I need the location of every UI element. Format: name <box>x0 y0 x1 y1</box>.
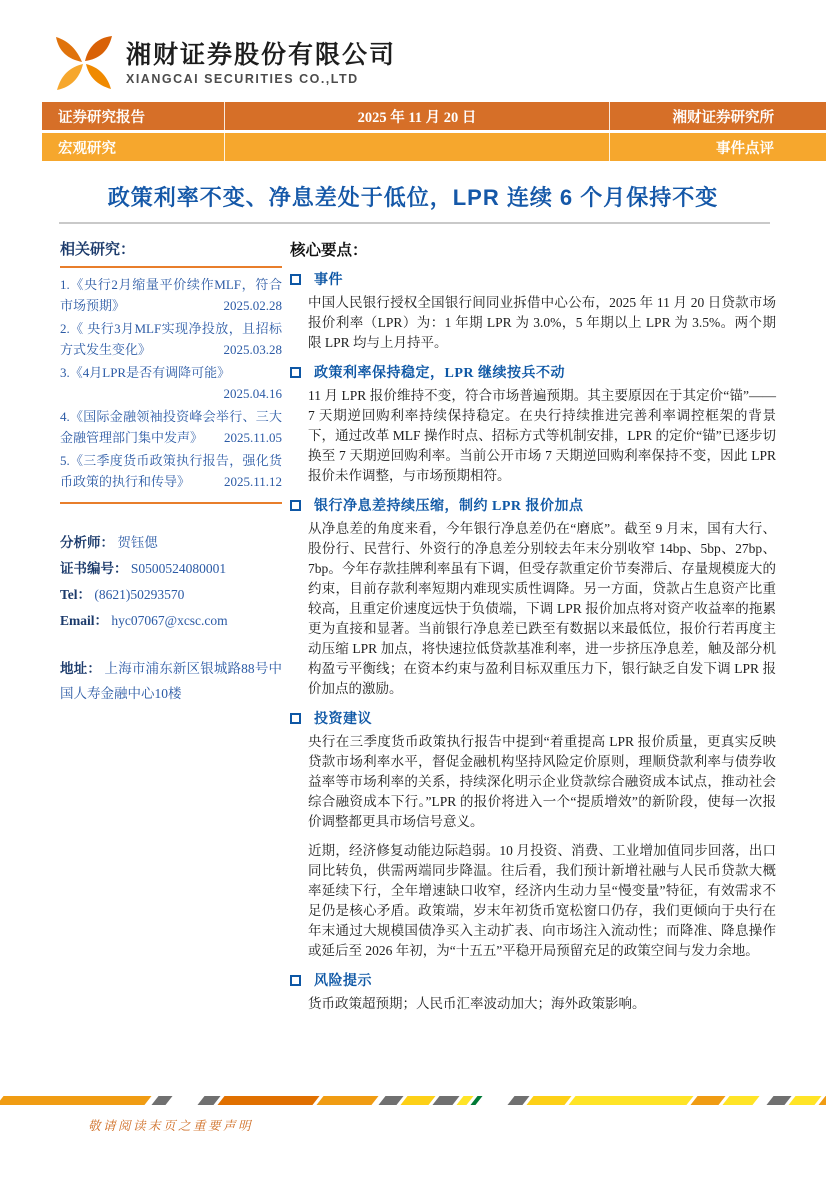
related-research-item <box>60 274 282 316</box>
square-bullet-icon <box>290 713 301 724</box>
page-footer <box>0 1096 826 1134</box>
related-item-date: 2025.03.28 <box>223 342 282 357</box>
disclaimer-text: 敬请阅读末页之重要声明 <box>88 1119 254 1133</box>
sidebar-divider-bottom <box>60 502 282 504</box>
related-research-heading: 相关研究： <box>60 241 136 258</box>
report-type-label: 证券研究报告 <box>42 102 225 130</box>
email-line <box>60 608 282 634</box>
header-bar-spacer <box>225 133 610 161</box>
sidebar-divider-top <box>60 266 282 268</box>
address-text: 上海市浦东新区银城路88号中国人寿金融中心10楼 <box>60 661 283 701</box>
related-item-text: 4.《国际金融领袖投资峰会举行、三大金融管理部门集中发声》 <box>60 409 282 445</box>
email-link[interactable]: hyc07067@xcsc.com <box>111 613 228 628</box>
main-content <box>290 238 776 1023</box>
section-title: 投资建议 <box>314 712 372 727</box>
institute-label: 湘财证券研究所 <box>672 109 774 126</box>
related-item-text: 3.《4月LPR是否有调降可能》 <box>60 365 231 380</box>
cert-line <box>60 556 282 582</box>
company-name-cn: 湘财证券股份有限公司 <box>126 40 397 69</box>
section-heading <box>290 495 776 515</box>
footer-stripe-decoration <box>0 1096 826 1105</box>
sidebar <box>60 238 282 1023</box>
section-paragraph: 11 月 LPR 报价维持不变，符合市场普遍预期。其主要原因在于其定价“锚”——7 天期逆回购利率持续保持稳定。在央行持续推进完善利率调控框架的背景下，通过改革 MLF 操作时点、招标方式等机制安排，LPR 的定价“锚”已逐步切换至 7 天期逆回购利率。当前公开市场 7 天期逆回购利率保持不变，因此 LPR 报价未作调整，与市场预期相符。 <box>308 388 776 483</box>
content-columns <box>60 238 776 1023</box>
cert-label: 证书编号： <box>60 561 128 576</box>
section-title: 风险提示 <box>314 974 372 989</box>
header-bar-primary <box>42 102 826 130</box>
square-bullet-icon <box>290 367 301 378</box>
related-research-item <box>60 362 282 404</box>
section-title: 银行净息差持续压缩，制约 LPR 报价加点 <box>314 499 584 514</box>
section-paragraph: 货币政策超预期；人民币汇率波动加大；海外政策影响。 <box>308 996 646 1011</box>
tel-line <box>60 582 282 608</box>
core-points-heading: 核心要点： <box>290 242 368 259</box>
section-event <box>290 269 776 353</box>
related-item-date: 2025.11.05 <box>223 430 282 445</box>
header-bar-secondary <box>42 133 826 161</box>
title-divider <box>59 222 770 224</box>
related-item-date: 2025.02.28 <box>223 298 282 313</box>
section-heading <box>290 708 776 728</box>
square-bullet-icon <box>290 975 301 986</box>
tel-label: Tel： <box>60 587 92 602</box>
section-paragraph: 近期，经济修复动能边际趋弱。10 月投资、消费、工业增加值同步回落，出口同比转负，供需两端同步降温。往后看，我们预计新增社融与人民币贷款大概率延续下行，全年增速缺口收窄，经济内生动力呈“慢变量”特征，有效需求不足仍是核心矛盾。政策端，岁末年初货币宽松窗口仍存，我们更倾向于央行在年末通过大规模国债净买入主动扩表、向市场注入流动性；而降准、降息操作或延后至 2026 年初，为“十五五”平稳开局预留充足的政策空间与发力余地。 <box>308 843 776 958</box>
related-item-text: 2.《 央行3月MLF实现净投放，且招标方式发生变化》 <box>60 321 282 357</box>
xiangcai-pinwheel-logo-icon <box>52 31 116 95</box>
email-label: Email： <box>60 613 109 628</box>
section-title: 政策利率保持稳定，LPR 继续按兵不动 <box>314 366 565 381</box>
square-bullet-icon <box>290 500 301 511</box>
analyst-name: 贺钰偲 <box>117 535 158 550</box>
section-paragraph: 中国人民银行授权全国银行间同业拆借中心公布，2025 年 11 月 20 日贷款市场报价利率（LPR）为：1 年期 LPR 为 3.0%，5 年期以上 LPR 为 3.5%。两个期限 LPR 均与上月持平。 <box>308 295 776 350</box>
section-investment-advice <box>290 708 776 961</box>
page-title: 政策利率不变、净息差处于低位，LPR 连续 6 个月保持不变 <box>107 185 719 210</box>
section-paragraph: 央行在三季度货币政策执行报告中提到“着重提高 LPR 报价质量，更真实反映贷款市场利率水平，督促金融机构坚持风险定价原则，理顺贷款利率与债券收益率等市场利率的关系，持续深化明示企业贷款综合融资成本试点，推动社会综合融资成本下行。”LPR 的报价将进入一个“提质增效”的新阶段，使每一次报价调整都更具市场信号意义。 <box>308 734 776 829</box>
section-nim <box>290 495 776 699</box>
section-paragraph: 从净息差的角度来看，今年银行净息差仍在“磨底”。截至 9 月末，国有大行、股份行、民营行、外资行的净息差分别较去年末分别收窄 14bp、5bp、27bp、7bp。今年存款挂牌利率虽有下调，但受存款重定价节奏滞后、存量规模庞大的约束，目前存款利率短期内难现实质性调降。另一方面，贷款占生息资产比重较高，且重定价速度远快于负债端，下调 LPR 报价加点将对资产收益率的拖累更为直接和显著。当前银行净息差已跌至有数据以来最低位，报价行若再度主动压缩 LPR 加点，将快速拉低贷款基准利率，进一步挤压净息差，触及部分机构盈亏平衡线；在资本约束与盈利目标双重压力下，银行缺乏自发下调 LPR 报价加点的激励。 <box>308 521 776 696</box>
analyst-contact-block <box>60 530 282 634</box>
analyst-line <box>60 530 282 556</box>
brand-names <box>126 41 396 86</box>
tel-number: (8621)50293570 <box>94 587 185 602</box>
address-block <box>60 656 282 706</box>
section-policy-rate <box>290 362 776 486</box>
related-research-item <box>60 406 282 448</box>
report-date: 2025 年 11 月 20 日 <box>225 102 610 130</box>
related-item-text: 5.《三季度货币政策执行报告，强化货币政策的执行和传导》 <box>60 453 282 489</box>
related-research-item <box>60 450 282 492</box>
section-title: 事件 <box>314 273 343 288</box>
address-label: 地址： <box>60 661 101 676</box>
related-item-text: 1.《央行2月缩量平价续作MLF，符合市场预期》 <box>60 277 282 313</box>
analyst-label: 分析师： <box>60 535 114 550</box>
cert-number: S0500524080001 <box>130 561 227 576</box>
related-research-item <box>60 318 282 360</box>
section-heading <box>290 269 776 289</box>
section-heading <box>290 970 776 990</box>
brand-header <box>52 30 826 96</box>
section-heading <box>290 362 776 382</box>
report-category-label: 宏观研究 <box>42 133 225 161</box>
company-name-en: XIANGCAI SECURITIES CO.,LTD <box>126 71 359 86</box>
report-tag-label: 事件点评 <box>716 140 774 157</box>
square-bullet-icon <box>290 274 301 285</box>
section-risk <box>290 970 776 1014</box>
related-item-date: 2025.04.16 <box>223 386 282 401</box>
related-item-date: 2025.11.12 <box>223 474 282 489</box>
